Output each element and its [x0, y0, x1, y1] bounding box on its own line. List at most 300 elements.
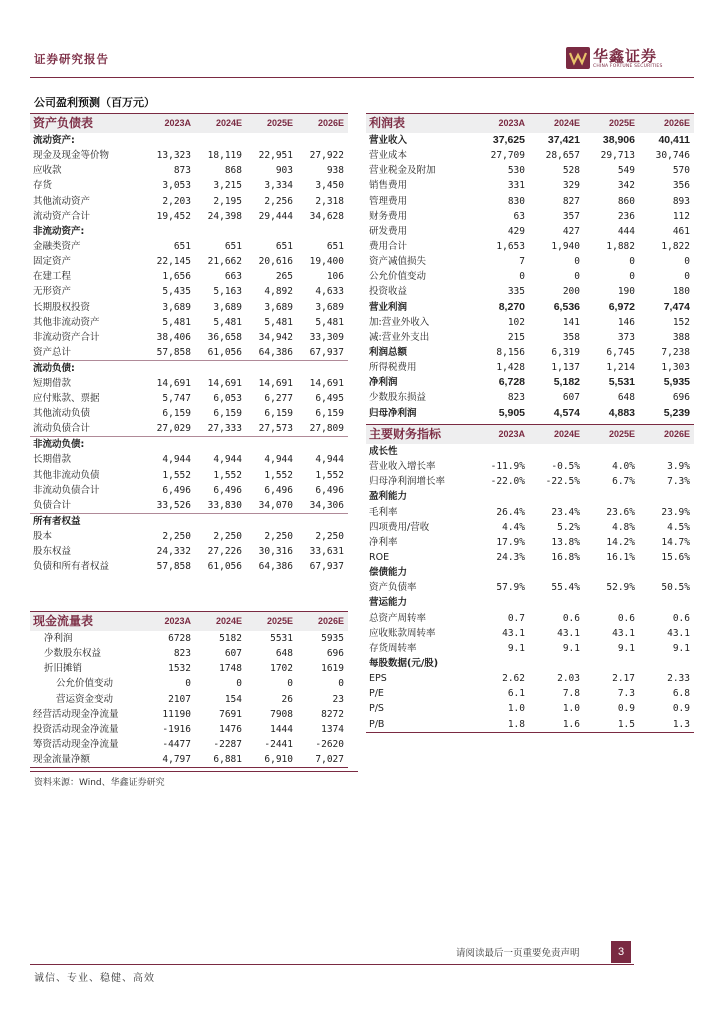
- row-value: 5935: [321, 633, 344, 645]
- row-value: 938: [326, 165, 344, 177]
- row-value: 5,531: [608, 376, 635, 389]
- row-value: 1444: [270, 723, 293, 735]
- row-label: 利润总额: [369, 347, 408, 359]
- row-label: 净利润: [369, 377, 398, 389]
- row-value: 696: [326, 648, 344, 660]
- row-label: 毛利率: [369, 506, 398, 518]
- row-value: [195, 133, 246, 148]
- row-value: 2107: [168, 693, 191, 705]
- row-label: EPS: [369, 673, 387, 685]
- row-label: 折旧摊销: [44, 663, 83, 675]
- row-value: [584, 489, 639, 504]
- row-value: 5,747: [162, 393, 191, 405]
- row-label: 投资活动现金净流量: [33, 723, 119, 735]
- row-value: 3,215: [213, 180, 242, 192]
- row-value: 7.3%: [667, 476, 690, 488]
- row-value: 6.1: [507, 688, 525, 700]
- table-row: [366, 345, 694, 360]
- row-value: 57,858: [156, 346, 191, 358]
- table-row: [366, 239, 694, 254]
- row-value: 102: [507, 316, 525, 328]
- year-header: 2023A: [144, 612, 195, 632]
- row-value: 5,239: [663, 406, 690, 419]
- table-row: [366, 330, 694, 345]
- year-header: 2023A: [474, 425, 529, 445]
- table-row: [366, 360, 694, 375]
- row-value: 154: [224, 693, 242, 705]
- row-value: 27,333: [207, 423, 242, 435]
- row-value: [144, 360, 195, 376]
- row-value: 823: [173, 648, 191, 660]
- row-value: 33,526: [156, 499, 191, 511]
- row-value: 8,270: [498, 300, 525, 313]
- row-value: 1.6: [562, 718, 580, 730]
- row-label: 非流动资产:: [33, 225, 85, 237]
- row-value: 5531: [270, 633, 293, 645]
- row-value: 530: [507, 165, 525, 177]
- table-row: [366, 505, 694, 520]
- row-value: 0.7: [507, 612, 525, 624]
- row-label: 营业利润: [369, 301, 408, 313]
- row-value: 0: [338, 678, 344, 690]
- row-value: 651: [326, 241, 344, 253]
- row-value: 33,830: [207, 499, 242, 511]
- row-value: [529, 444, 584, 459]
- row-label: 其他流动资产: [33, 195, 91, 207]
- row-value: 6,496: [315, 484, 344, 496]
- row-value: 11190: [162, 708, 191, 720]
- table-row: [30, 194, 348, 209]
- row-value: 3,334: [264, 180, 293, 192]
- row-value: 5,182: [553, 376, 580, 389]
- row-value: 0: [236, 678, 242, 690]
- row-value: 6,159: [315, 408, 344, 420]
- table-row: [366, 269, 694, 284]
- row-value: 38,406: [156, 331, 191, 343]
- table-row: [366, 315, 694, 330]
- header-divider: [30, 77, 694, 78]
- row-value: 1,882: [606, 241, 635, 253]
- row-value: 2,195: [213, 195, 242, 207]
- row-value: 28,657: [545, 150, 580, 162]
- section-title: 公司盈利预测（百万元）: [34, 96, 155, 109]
- row-value: [474, 565, 529, 580]
- row-value: [246, 224, 297, 239]
- table-row: [366, 209, 694, 224]
- table-row: [30, 559, 348, 574]
- page-number: 3: [611, 941, 631, 963]
- table-row: [366, 489, 694, 504]
- row-value: 27,029: [156, 423, 191, 435]
- balance-sheet-table: [30, 113, 348, 574]
- row-value: 67,937: [309, 561, 344, 573]
- row-value: 1,552: [213, 469, 242, 481]
- table-row: [366, 148, 694, 163]
- table-title: 主要财务指标: [366, 425, 474, 445]
- row-value: 4,797: [162, 754, 191, 766]
- row-value: 22,951: [258, 150, 293, 162]
- table-row: [30, 452, 348, 467]
- row-value: 9.1: [507, 642, 525, 654]
- row-value: 1,940: [551, 241, 580, 253]
- row-label: 偿债能力: [369, 567, 408, 579]
- table-row: [30, 646, 348, 661]
- row-value: 24.3%: [496, 552, 525, 564]
- row-value: 4,633: [315, 286, 344, 298]
- table-row: [30, 692, 348, 707]
- table-row: [366, 717, 694, 733]
- table-row: [30, 722, 348, 737]
- row-value: 1,552: [162, 469, 191, 481]
- row-value: 152: [672, 316, 690, 328]
- row-value: 0.6: [617, 612, 635, 624]
- row-value: 14.7%: [661, 536, 690, 548]
- row-value: 20,616: [258, 256, 293, 268]
- logo-mark-icon: [566, 47, 590, 69]
- row-label: 其他非流动负债: [33, 469, 100, 481]
- row-value: 14,691: [309, 378, 344, 390]
- row-value: 34,942: [258, 331, 293, 343]
- row-value: 63: [513, 210, 525, 222]
- row-value: 7,474: [663, 300, 690, 313]
- row-label: P/S: [369, 703, 384, 715]
- row-label: 营业成本: [369, 150, 408, 162]
- row-value: 1619: [321, 663, 344, 675]
- row-value: 607: [562, 392, 580, 404]
- row-value: 868: [224, 165, 242, 177]
- row-value: 4,883: [608, 406, 635, 419]
- row-label: 四项费用/营收: [369, 521, 430, 533]
- row-value: 5.2%: [557, 521, 580, 533]
- year-header: 2026E: [297, 612, 348, 632]
- table-row: [30, 239, 348, 254]
- table-row: [30, 421, 348, 437]
- row-value: 0.9: [672, 703, 690, 715]
- year-header: 2023A: [474, 114, 529, 134]
- row-value: 444: [617, 225, 635, 237]
- row-value: -2287: [213, 739, 242, 751]
- row-value: 43.1: [612, 627, 635, 639]
- row-label: 存货: [33, 180, 53, 192]
- row-label: 负债和所有者权益: [33, 561, 110, 573]
- row-value: 1.5: [617, 718, 635, 730]
- row-value: 67,937: [309, 346, 344, 358]
- row-value: 7.8: [562, 688, 580, 700]
- table-row: [366, 671, 694, 686]
- row-value: 9.1: [617, 642, 635, 654]
- row-value: [144, 437, 195, 453]
- row-value: 893: [672, 195, 690, 207]
- row-value: 5,163: [213, 286, 242, 298]
- table-row: [366, 474, 694, 489]
- row-value: 112: [672, 210, 690, 222]
- row-label: ROE: [369, 552, 390, 564]
- row-value: 34,070: [258, 499, 293, 511]
- row-value: 24,332: [156, 546, 191, 558]
- row-value: 356: [672, 180, 690, 192]
- row-value: 648: [275, 648, 293, 660]
- row-value: 215: [507, 331, 525, 343]
- row-value: 30,746: [655, 150, 690, 162]
- row-value: 1.0: [507, 703, 525, 715]
- table-row: [30, 737, 348, 752]
- row-label: 流动负债:: [30, 360, 144, 376]
- row-value: 0.6: [672, 612, 690, 624]
- table-row: [366, 224, 694, 239]
- row-value: 2.17: [612, 673, 635, 685]
- row-value: 37,421: [547, 134, 580, 147]
- row-value: 1,303: [661, 362, 690, 374]
- row-value: [584, 656, 639, 671]
- table-row: [366, 300, 694, 315]
- row-value: 696: [672, 392, 690, 404]
- row-value: [474, 444, 529, 459]
- row-value: 23.4%: [551, 506, 580, 518]
- row-value: 329: [562, 180, 580, 192]
- table-row: [30, 529, 348, 544]
- table-row: [30, 498, 348, 514]
- row-value: [195, 513, 246, 529]
- row-value: 7691: [219, 708, 242, 720]
- row-label: 营业收入: [369, 135, 408, 147]
- row-value: 651: [224, 241, 242, 253]
- row-value: 9.1: [562, 642, 580, 654]
- table-row: [30, 163, 348, 178]
- table-row: [366, 580, 694, 595]
- row-value: 4.4%: [502, 521, 525, 533]
- row-value: 3,450: [315, 180, 344, 192]
- row-value: 8,156: [496, 347, 525, 359]
- row-value: [639, 444, 694, 459]
- row-value: 5,481: [213, 316, 242, 328]
- row-value: 141: [562, 316, 580, 328]
- year-header: 2025E: [246, 114, 297, 134]
- row-label: 无形资产: [33, 286, 72, 298]
- row-value: 33,631: [309, 546, 344, 558]
- row-label: 其他非流动资产: [33, 316, 100, 328]
- row-label: 营业收入增长率: [369, 461, 436, 473]
- row-value: [639, 489, 694, 504]
- row-label: 加:营业外收入: [369, 316, 430, 328]
- row-value: 830: [507, 195, 525, 207]
- row-value: 6,159: [213, 408, 242, 420]
- table-row: [366, 535, 694, 550]
- table-row: [366, 595, 694, 610]
- row-value: 0: [574, 271, 580, 283]
- row-value: [529, 565, 584, 580]
- row-value: [474, 489, 529, 504]
- table-row: [366, 390, 694, 405]
- row-value: 55.4%: [551, 582, 580, 594]
- row-value: 0: [684, 256, 690, 268]
- source-divider: [30, 771, 358, 772]
- row-label: 少数股东损益: [369, 392, 427, 404]
- row-value: 823: [507, 392, 525, 404]
- row-value: 1,552: [315, 469, 344, 481]
- row-value: 34,628: [309, 210, 344, 222]
- row-value: 6,745: [606, 347, 635, 359]
- row-value: 8272: [321, 708, 344, 720]
- row-value: 342: [617, 180, 635, 192]
- row-value: 1,822: [661, 241, 690, 253]
- row-value: 357: [562, 210, 580, 222]
- row-value: 4,892: [264, 286, 293, 298]
- row-label: 其他流动负债: [33, 408, 91, 420]
- table-row: [30, 345, 348, 361]
- table-row: [30, 178, 348, 193]
- year-header: 2026E: [297, 114, 348, 134]
- table-row: [30, 468, 348, 483]
- row-value: [584, 444, 639, 459]
- row-label: 归母净利润增长率: [369, 476, 446, 488]
- row-value: -2441: [264, 739, 293, 751]
- row-label: 非流动负债:: [30, 437, 144, 453]
- table-row: [366, 656, 694, 671]
- row-value: 29,444: [258, 210, 293, 222]
- row-value: 57.9%: [496, 582, 525, 594]
- row-value: 7: [519, 256, 525, 268]
- row-value: -22.5%: [545, 476, 580, 488]
- row-value: 9.1: [672, 642, 690, 654]
- row-value: 4,574: [553, 406, 580, 419]
- row-value: 0.6: [562, 612, 580, 624]
- row-value: 23.9%: [661, 506, 690, 518]
- row-label: 每股数据(元/股): [369, 658, 439, 670]
- row-label: 营业税金及附加: [369, 165, 436, 177]
- row-value: 4.8%: [612, 521, 635, 533]
- year-header: 2023A: [144, 114, 195, 134]
- row-label: 股东权益: [33, 546, 72, 558]
- row-label: 成长性: [369, 446, 398, 458]
- row-label: 应收账款周转率: [369, 627, 436, 639]
- income-statement-table: [366, 113, 694, 421]
- row-value: 27,709: [490, 150, 525, 162]
- row-label: 应收款: [33, 165, 62, 177]
- row-value: 5,481: [315, 316, 344, 328]
- table-row: [30, 269, 348, 284]
- table-row: [366, 520, 694, 535]
- row-value: 236: [617, 210, 635, 222]
- row-label: 公允价值变动: [369, 271, 427, 283]
- row-label: 所有者权益: [30, 513, 144, 529]
- logo-text-en: CHINA FORTUNE SECURITIES: [593, 64, 663, 69]
- row-value: 827: [562, 195, 580, 207]
- table-row: [366, 701, 694, 716]
- row-value: 5,905: [498, 406, 525, 419]
- row-label: 减:营业外支出: [369, 331, 430, 343]
- row-label: 所得税费用: [369, 362, 417, 374]
- row-value: 6.8: [672, 688, 690, 700]
- row-value: 651: [173, 241, 191, 253]
- table-row: [366, 133, 694, 148]
- row-value: 61,056: [207, 346, 242, 358]
- row-label: P/B: [369, 718, 385, 730]
- report-type-label: 证券研究报告: [34, 52, 109, 66]
- row-value: 651: [275, 241, 293, 253]
- table-row: [366, 611, 694, 626]
- row-label: 股本: [33, 530, 53, 542]
- row-value: 16.8%: [551, 552, 580, 564]
- row-value: 13.8%: [551, 536, 580, 548]
- row-value: [246, 133, 297, 148]
- row-value: [584, 565, 639, 580]
- row-value: 36,658: [207, 331, 242, 343]
- row-value: 2,250: [264, 530, 293, 542]
- row-value: [297, 133, 348, 148]
- row-value: 14,691: [258, 378, 293, 390]
- row-label: 现金及现金等价物: [33, 150, 110, 162]
- row-value: 6,159: [264, 408, 293, 420]
- row-value: [529, 595, 584, 610]
- row-value: [529, 489, 584, 504]
- table-row: [366, 163, 694, 178]
- table-row: [30, 676, 348, 691]
- row-value: 43.1: [667, 627, 690, 639]
- table-row: [366, 375, 694, 390]
- row-value: 331: [507, 180, 525, 192]
- row-value: 860: [617, 195, 635, 207]
- row-label: 短期借款: [33, 378, 72, 390]
- row-value: 7908: [270, 708, 293, 720]
- row-label: 盈利能力: [369, 491, 408, 503]
- row-value: 903: [275, 165, 293, 177]
- row-label: 经营活动现金净流量: [33, 708, 119, 720]
- row-value: 1.0: [562, 703, 580, 715]
- row-label: 营运能力: [369, 597, 408, 609]
- row-label: 流动负债合计: [33, 423, 91, 435]
- row-value: 2.33: [667, 673, 690, 685]
- row-value: 0: [629, 256, 635, 268]
- row-value: 570: [672, 165, 690, 177]
- row-value: 3,689: [315, 301, 344, 313]
- table-row: [30, 391, 348, 406]
- table-header-row: [30, 612, 348, 632]
- year-header: 2024E: [529, 114, 584, 134]
- row-value: 0: [287, 678, 293, 690]
- table-row: [366, 626, 694, 641]
- row-label: 公允价值变动: [56, 678, 114, 690]
- table-row: [30, 300, 348, 315]
- row-value: 873: [173, 165, 191, 177]
- row-value: 146: [617, 316, 635, 328]
- row-value: 5,481: [264, 316, 293, 328]
- row-label: 长期股权投资: [33, 301, 91, 313]
- row-value: 27,573: [258, 423, 293, 435]
- source-note: 资料来源：Wind、华鑫证券研究: [34, 778, 165, 788]
- row-label: 非流动资产合计: [33, 331, 100, 343]
- row-value: 29,713: [600, 150, 635, 162]
- row-label: 在建工程: [33, 271, 72, 283]
- row-value: 4.0%: [612, 461, 635, 473]
- row-value: 1374: [321, 723, 344, 735]
- row-value: 26: [281, 693, 293, 705]
- row-value: 0: [684, 271, 690, 283]
- row-label: 应付账款、票据: [33, 393, 100, 405]
- table-row: [30, 661, 348, 676]
- row-value: 64,386: [258, 346, 293, 358]
- row-value: [195, 360, 246, 376]
- row-value: [246, 360, 297, 376]
- table-row: [366, 444, 694, 459]
- row-value: [144, 133, 195, 148]
- logo-text-cn: 华鑫证券: [593, 47, 658, 65]
- year-header: 2024E: [195, 114, 246, 134]
- table-row: [30, 752, 348, 768]
- row-value: 1,656: [162, 271, 191, 283]
- row-label: 费用合计: [369, 241, 408, 253]
- row-value: 6,319: [551, 347, 580, 359]
- table-row: [30, 483, 348, 498]
